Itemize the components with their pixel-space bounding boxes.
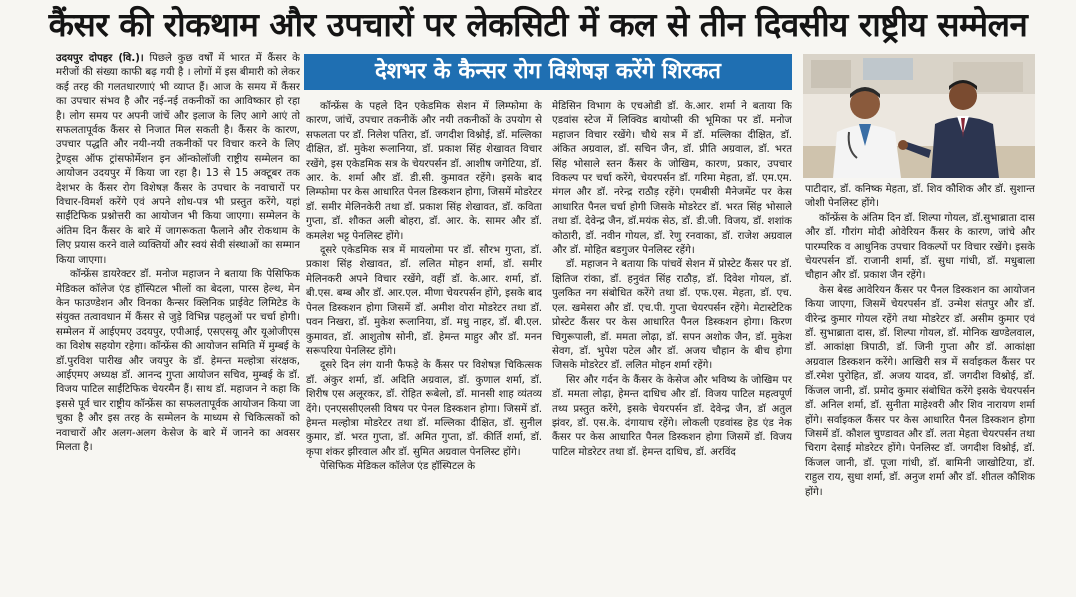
lead-paragraph (56, 52, 300, 268)
headline: कैंसर की रोकथाम और उपचारों पर लेकसिटी में कल से तीन दिवसीय राष्ट्रीय सम्मेलन (48, 5, 1028, 44)
paragraph: कॉन्फ्रेंस के अंतिम दिन डॉ. शिल्पा गोयल, डॉ.सुभाब्राता दास और डॉ. गौरांग मोदी ओवेरियन कैंसर के कारण, जांचे और पारम्परिक व आधुनिक उपचार विकल्पों पर विचार रखेंगे। इसके चेयरपर्सन डॉ. राजानी शर्मा, डॉ. सुधा गांधी, डॉ. मधुबाला चौहान और डॉ. प्रकाश जैन रहेंगे। (805, 212, 1035, 282)
paragraph: पाटीदार, डॉ. कनिष्क मेहता, डॉ. शिव कौशिक और डॉ. सुशान्त जोशी पेनलिस्ट होंगे। (805, 184, 1035, 210)
paragraph: पेसिफिक मेडिकल कॉलेज एंड हॉस्पिटल के (320, 461, 476, 473)
article-column-1 (56, 52, 300, 597)
paragraph-text: पिछले कुछ वर्षों में भारत में कैंसर के मरीजों की संख्या काफी बढ़ गयी है । लोगों में इस बीमारी को लेकर कई तरह की गलतधारणाएं भी व्याप्त हैं। आज के समय में कैंसर का उपचार संभव है और नई-नई तकनीकों का आविष्कार हो रहा है। लोग समय पर अपनी जांचें और इलाज के लिए आगे आएं तो सफलतापूर्वक कैंसर से निजात मिल सकती है। कैंसर के कारण, उपचार पद्धति और नयी-नयी तकनीकों पर विचार करने के लिए ट्रेण्ड्स ऑफ ट्रांसफोर्मेशन इन ऑन्कोलॉजी राष्ट्रीय सम्मेलन का आयोजन उदयपुर में किया जा रहा है। 13 से 15 अक्टूबर तक देशभर के कैंसर रोग विशेषज्ञ कैंसर के उपचार के नवाचारों पर विचार-विमर्श करेंगे एवं अपने शोध-पत्र भी प्रस्तुत करेंगे, यहां साईंटिफिक प्रश्नोत्तरी का आयोजन भी किया जाएगा। सम्मेलन के अंतिम दिन कैंसर के बारे में जागरूकता फैलाने और रोकथाम के लिए प्रयास करने वाले व्यक्तियों और स्वयं सेवी संस्थाओं का सम्मान किया जाएगा। (56, 53, 300, 266)
paragraph: दूसरे एकेडमिक सत्र में मायलोमा पर डॉ. सौरभ गुप्ता, डॉ. प्रकाश सिंह शेखावत, डॉ. ललित मोहन शर्मा, डॉ. समीर मेलिनकरी अपने विचार रखेंगे, वहीं डॉ. के.आर. शर्मा, डॉ. बी.एस. बम्ब और डॉ. आर.एल. मीणा चेयरपर्सन होंगे, इसके बाद पेनल डिस्कशन होगा जिसमें डॉ. अमीश वोरा मोडरेटर तथा डॉ. पवन निखरा, डॉ. मुकेश रूलानिया, डॉ. मधु नाहर, डॉ. बी.एल. कुमावत, डॉ. आशुतोष सोनी, डॉ. हेमन्त माहुर और डॉ. मनन सरूपरिया पेनलिस्ट होंगे। (306, 245, 542, 357)
paragraph: डॉ. महाजन ने बताया कि पांचवें सेशन में प्रोस्टेट कैंसर पर डॉ. क्षितिज रांका, डॉ. हनुवंत सिंह राठौड़, डॉ. दिवेश गोयल, डॉ. पुलकित नग संबोधित करेंगे तथा डॉ. एफ.एस. मेहता, डॉ. एच. एल. खमेसरा और डॉ. एच.पी. गुप्ता चेयरपर्सन रहेंगे। मेटास्टेटिक प्रोस्टेट कैंसर पर केस आधारित पैनल डिस्कशन होगा। किरण चिगुरूपाली, डॉ. ममता लोढ़ा, डॉ. सपन अशोक जैन, डॉ. मुकेश सेवग, डॉ. भुपेश पटेल और डॉ. अजय चौहान के बीच होगा जिसके मोडरेटर डॉ. ललित मोहन शर्मा रहेंगे। (552, 259, 792, 372)
paragraph: केस बेस्ड आवेरियन कैंसर पर पैनल डिस्कशन का आयोजन किया जाएगा, जिसमें चेयरपर्सन डॉ. उन्मेश संतपुर और डॉ. वीरेन्द्र कुमार गोयल रहेंगे तथा मोडरेटर डॉ. असीम कुमार एवं डॉ. सुभाब्राता दास, डॉ. शिल्पा गोयल, डॉ. मोनिक खण्डेलवाल, डॉ. आकांक्षा त्रिपाठी, डॉ. जिनी गुप्ता और डॉ. आकांक्षा अग्रवाल डिस्कशन करेंगे। आखिरी सत्र में सर्वाइकल कैंसर पर डॉ.रमेश पुरोहित, डॉ. अजय यादव, डॉ. जगदीश विश्नोई, डॉ. किंजल जानी, डॉ. प्रमोद कुमार संबोधित करेंगे इसके चेयरपर्सन डॉ. अनिल शर्मा, डॉ. सुनीता माहेश्वरी और शिव नारायण शर्मा होंगे। सर्वाइकल कैंसर पर केस आधारित पैनल डिस्कशन होगा जिसमें डॉ. कौशल चुण्डावत और डॉ. लता मेहता चेयरपर्सन तथा चिराग देसाई मोडरेटर होंगे। पेनलिस्ट डॉ. जगदीश विश्नोई, डॉ. किंजल जानी, डॉ. पूजा गांधी, डॉ. बामिनी जाखोटिया, डॉ. राहुल राय, सुधा शर्मा, डॉ. अनुज शर्मा और डॉ. शीतल कौशिक होंगे। (805, 284, 1035, 498)
photo-illustration (803, 54, 1035, 178)
article-column-3 (552, 100, 792, 597)
dateline: उदयपुर दोपहर (वि.)। (56, 53, 144, 64)
two-doctors-photo (803, 54, 1035, 178)
article-column-4 (805, 183, 1035, 597)
paragraph: सिर और गर्दन के कैंसर के केसेज और भविष्य के जोखिम पर डॉ. ममता लोढ़ा, हेमन्त दाधिच और डॉ. विजय पाटिल महत्वपूर्ण तथ्य प्रस्तुत करेंगे, इसके चेयरपर्सन डॉ. देवेन्द्र जैन, डॉ अतुल झंवर, डॉ. एस.के. दंगायाच रहेंगे। लोकली एडवांस्ड हेड एंड नेक कैंसर पर केस आधारित पैनल डिस्कशन होगा जिसमें डॉ. विजय पाटिल मोडरेटर तथा डॉ. हेमन्त दाधिच, डॉ. अरविंद (552, 374, 792, 458)
paragraph: मेडिसिन विभाग के एचओडी डॉ. के.आर. शर्मा ने बताया कि एडवांस स्टेज में लिक्विड बायोप्सी की भूमिका पर डॉ. मनोज महाजन विचार रखेंगे। चौथे सत्र में डॉ. मल्लिका दीक्षित, डॉ. अंकित अग्रवाल, डॉ. सचिन जैन, डॉ. प्रीति अग्रवाल, डॉ. भरत सिंह भोसाले स्तन कैंसर के जोखिम, कारण, प्रकार, उपचार विकल्प पर चर्चा करेंगे, चेयरपर्सन डॉ. गरिमा मेहता, डॉ. एम.एम. मंगल और डॉ. नरेन्द्र राठौड़ रहेंगे। एमबीसी मैनेजमेंट पर केस आधारित पैनल चर्चा होगी जिसके मोडरेटर डॉ. भरत सिंह भोसाले तथा डॉ. देवेन्द्र जैन, डॉ.मयंक सेठ, डॉ. डी.जी. विजय, डॉ. शशांक कोठारी, डॉ. नवीन गोयल, डॉ. रेणु रनवाका, डॉ. राजेश अग्रवाल और डॉ. मोहित बडगुजर पेनलिस्ट रहेंगे। (552, 101, 792, 257)
subheadline-banner: देशभर के कैन्सर रोग विशेषज्ञ करेंगे शिरकत (304, 54, 792, 90)
article-column-2 (306, 100, 542, 597)
paragraph: कॉन्फ्रेंस के पहले दिन एकेडमिक सेशन में लिम्फोमा के कारण, जांचें, उपचार तकनीकें और नयी तकनीकों के उपयोग से सफलता पर डॉ. निलेश पतिरा, डॉ. जगदीश विश्नोई, डॉ. मल्लिका दीक्षित, डॉ. मुकेश रूलानिया, डॉ. प्रकाश सिंह शेखावत विचार रखेंगे, इस एकेडमिक सत्र के चेयरपर्सन डॉ. आशीष जगेटिया, डॉ. आर. के. शर्मा और डॉ. डी.सी. कुमावत रहेंगे। इसके बाद लिम्फोमा पर केस आधारित पेनल डिस्कशन होगा, जिसमें मोडरेटर डॉ. समीर मेलिनकेरी तथा डॉ. प्रकाश सिंह शेखावत, डॉ. कविता गुप्ता, डॉ. शौकत अली बोहरा, डॉ. आर. के. सामर और डॉ. कमलेश भट्ट पेनलिस्ट होंगे। (306, 101, 542, 242)
paragraph: कॉन्फ्रेंस डायरेक्टर डॉ. मनोज महाजन ने बताया कि पेसिफिक मेडिकल कॉलेज एंड हॉस्पिटल भीलों का बेदला, पारस हेल्थ, मेन केन फाउण्डेशन और विनका कैन्सर क्लिनिक प्राईवेट लिमिटेड के संयुक्त तत्वावधान में कैंसर से जुड़े विभिन्न पहलुओं पर चर्चा होगी। सम्मेलन में आईएमए उदयपुर, एपीआई, एसएसयू और यूओजीएस का विशेष सहयोग रहेगा। कॉन्फ्रेंस की आयोजन समिति में मुम्बई के डॉ.पुरविश पारीख और जयपुर के डॉ. हेमन्त मल्होत्रा संरक्षक, आईएमए अध्यक्ष डॉ. आनन्द गुप्ता आयोजन सचिव, मुम्बई के डॉ. विजय पाटिल साईंटिफिक चेयरमैन हैं। साथ डॉ. महाजन ने कहा कि इससे पूर्व चार राष्ट्रीय कॉन्फ्रेंस का सफलतापूर्वक आयोजन किया जा चुका है और इस तरह के सम्मेलन के माध्यम से चिकित्सकों को नवाचारों और अलग-अलग केसेज के बारे में जानने का अवसर मिलता है। (56, 269, 300, 453)
paragraph: दूसरे दिन लंग यानी फैफड़े के कैंसर पर विशेषज्ञ चिकित्सक डॉ. अंकुर शर्मा, डॉ. अदिति अग्रवाल, डॉ. कुणाल शर्मा, डॉ. शिरीष एस अलूरकर, डॉ. रोहित रूबेलो, डॉ. मानसी शाह व्यंतव्य देंगे। एनएससीएलसी विषय पर पेनल डिस्कशन होगा। जिसमें डॉ. हेमन्त मल्होत्रा मोडरेटर तथा डॉ. मल्लिका दीक्षित, डॉ. सुनील कुमार, डॉ. भरत गुप्ता, डॉ. अमित गुप्ता, डॉ. कीर्ति शर्मा, डॉ. कृपा शंकर झीरवाल और डॉ. सुमित अग्रवाल पेनलिस्ट होंगे। (306, 360, 542, 458)
